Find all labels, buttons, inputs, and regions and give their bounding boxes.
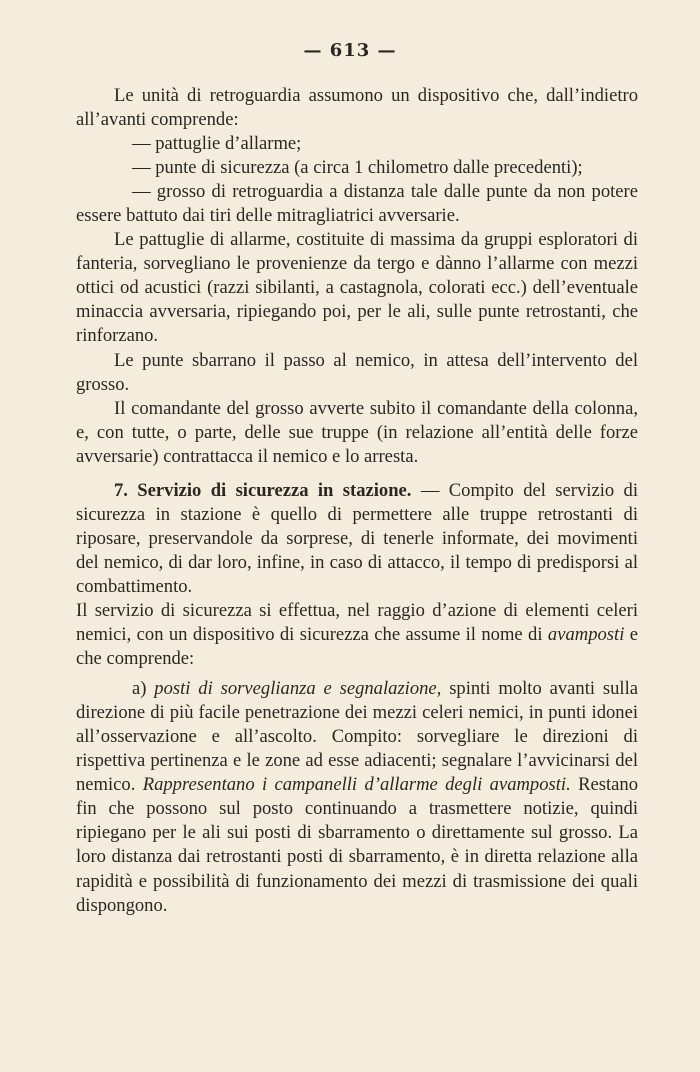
list-item-a: a) posti di sorveglianza e segnalazione, spinti molto avanti sulla direzione di più facile penetrazione dei mezzi celeri nemici, in punti idonei all’osservazione e all’ascolto. Compito: sorvegliare le direzioni di rispettiva pertinenza e le zone ad esse adiacenti; segnalare l’avvicinarsi del nemico. Rappresentano i campanelli d’allarme degli avamposti. Restano fin che possono sul posto continuando a trasmettere notizie, quindi ripiegano per le ali sui posti di sbarramento o direttamente sul grosso. La loro distanza dai retrostanti posti di sbarramento, è in diretta relazione alla rapidità e possibilità di funzionamento dei mezzi di trasmissione dei quali dispongono. (76, 678, 639, 916)
page-number: — 613 — (303, 40, 397, 61)
list-item-grosso: — grosso di retroguardia a distanza tale dalle punte da non potere essere battuto dai tiri delle mitragliatrici avversarie. (76, 181, 638, 227)
list-item-pattuglie: — pattuglie d’allarme; (132, 133, 302, 155)
list-item-punte: — punte di sicurezza (a circa 1 chilometro dalle precedenti); (132, 157, 583, 179)
paragraph-comandante: Il comandante del grosso avverte subito il comandante della colonna, e, con tutte, o parte, delle sue truppe (in relazione all’entità delle forze avversarie) contrattacca il nemico e lo arresta. (76, 397, 638, 467)
term-campanelli: Rappresentano i campanelli d’allarme degli avamposti. (142, 774, 571, 796)
section-heading: 7. Servizio di sicurezza in stazione. (114, 479, 412, 501)
body-text (76, 84, 638, 918)
paragraph-punte: Le punte sbarrano il passo al nemico, in attesa dell’intervento del grosso. (76, 349, 638, 395)
term-avamposti: avamposti (547, 624, 625, 646)
paragraph-intro: Le unità di retroguardia assumono un dispositivo che, dall’indietro all’avanti comprende: (76, 85, 638, 131)
section-7 (76, 479, 638, 599)
section-7-text: — Compito del servizio di sicurezza in stazione è quello di permettere alle truppe retrostanti di riposare, preservandole da sorprese, di tenerle informate, dei movimenti del nemico, di dar loro, infine, in caso di attacco, il tempo di predisporsi al combattimento. (76, 479, 638, 597)
paragraph-pattuglie: Le pattuglie di allarme, costituite di massima da gruppi esploratori di fanteria, sorvegliano le provenienze da tergo e dànno l’allarme con mezzi ottici od acustici (razzi sibilanti, a castagnola, colorati ecc.) dell’eventuale minaccia avversaria, ripiegando poi, per le ali, sulle punte retrostanti, che rinforzano. (76, 229, 638, 347)
term-posti: posti di sorveglianza e segnalazione, (154, 678, 442, 700)
paragraph-avamposti: Il servizio di sicurezza si effettua, nel raggio d’azione di elementi celeri nemici, con un dispositivo di sicurezza che assume il nome di avamposti e che comprende: (76, 599, 639, 670)
item-label: a) (132, 678, 155, 700)
